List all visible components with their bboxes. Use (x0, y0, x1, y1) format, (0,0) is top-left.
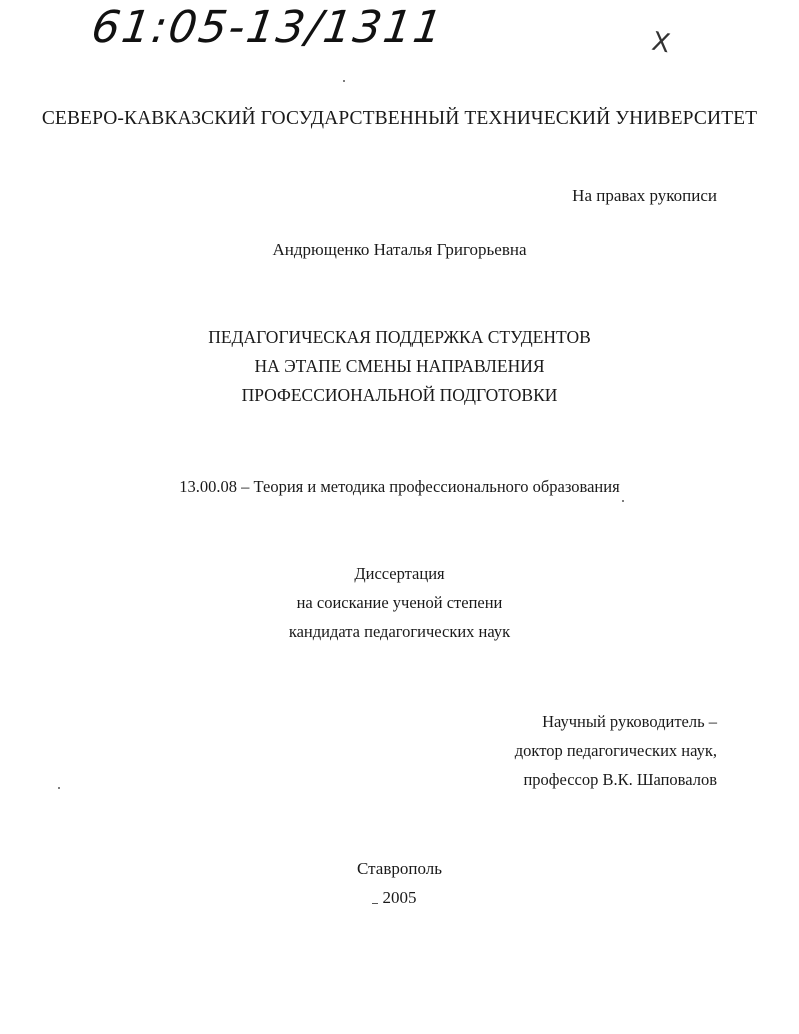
university-name: СЕВЕРО-КАВКАЗСКИЙ ГОСУДАРСТВЕННЫЙ ТЕХНИЧЕСКИЙ УНИВЕРСИТЕТ (41, 108, 758, 129)
supervisor-line-2: доктор педагогических наук, (514, 741, 717, 760)
handwritten-archive-code: 61:05-13/1311 (88, 2, 448, 53)
title-line-2: НА ЭТАПЕ СМЕНЫ НАПРАВЛЕНИЯ (254, 356, 545, 376)
title-line-3: ПРОФЕССИОНАЛЬНОЙ ПОДГОТОВКИ (241, 385, 558, 405)
supervisor-line-3: профессор В.К. Шаповалов (523, 770, 717, 789)
supervisor-line-1: Научный руководитель – (542, 712, 717, 731)
dissertation-line-2: на соискание ученой степени (296, 593, 503, 612)
scan-speck (372, 903, 378, 904)
author-name: Андрющенко Наталья Григорьевна (272, 240, 527, 259)
specialty-code: 13.00.08 – Теория и методика профессионального образования (179, 477, 620, 496)
dissertation-line-1: Диссертация (354, 564, 445, 583)
city: Ставрополь (357, 859, 442, 878)
rights-note: На правах рукописи (572, 186, 717, 205)
year: 2005 (382, 888, 417, 907)
handwritten-mark: X (649, 26, 673, 60)
title-line-1: ПЕДАГОГИЧЕСКАЯ ПОДДЕРЖКА СТУДЕНТОВ (208, 327, 591, 347)
scan-speck (622, 500, 624, 502)
scan-speck (343, 80, 345, 82)
dissertation-line-3: кандидата педагогических наук (288, 622, 511, 641)
scan-speck (58, 787, 60, 789)
